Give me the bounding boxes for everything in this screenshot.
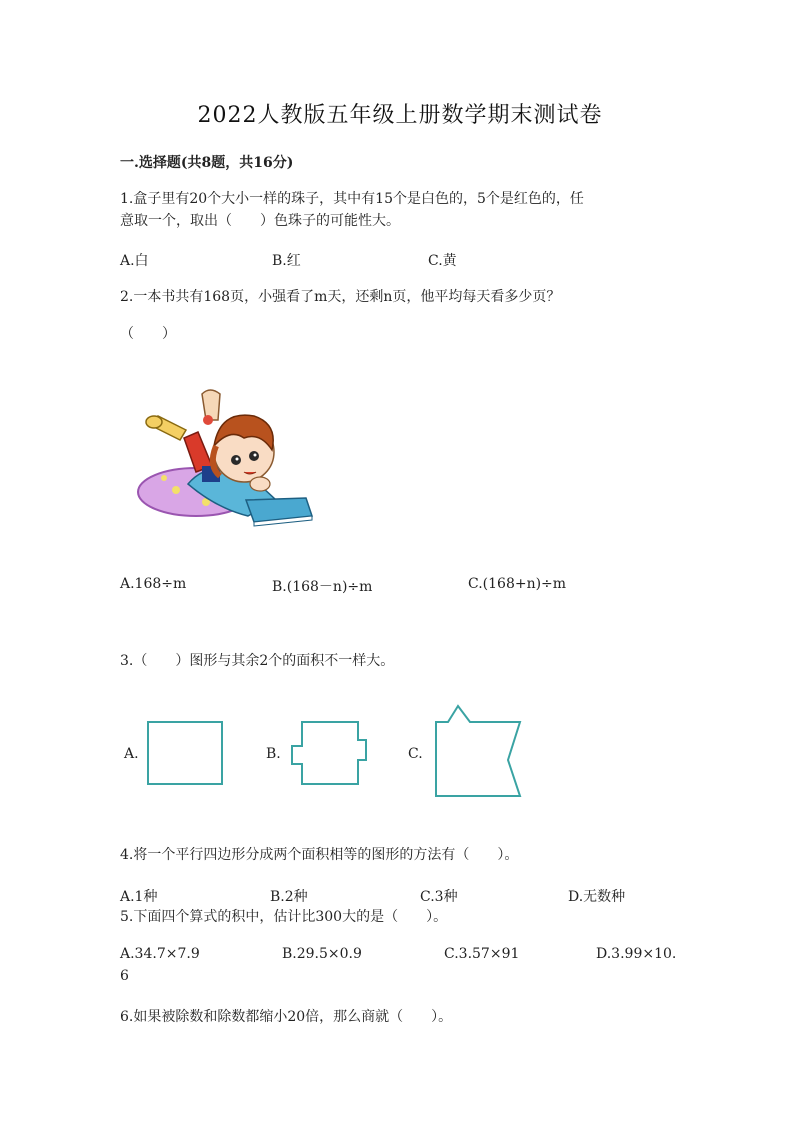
question-6-text: 6.如果被除数和除数都缩小20倍，那么商就（ ）。 [120, 1009, 453, 1025]
question-2-answer-blank: （ ） [120, 326, 176, 342]
question-1-option-c: C.黄 [428, 253, 457, 269]
section-heading: 一.选择题(共8题，共16分) [120, 155, 294, 171]
shape-c-irregular [436, 706, 520, 796]
question-5-option-d-wrap: 6 [120, 968, 129, 984]
area-shapes-figure [140, 700, 540, 810]
question-2-option-c: C.(168+n)÷m [468, 576, 567, 592]
question-5-text: 5.下面四个算式的积中，估计比300大的是（ ）。 [120, 909, 448, 925]
question-4-option-c: C.3种 [420, 889, 458, 905]
question-1-option-b: B.红 [272, 253, 301, 269]
shape-b-notched [292, 722, 366, 784]
child-reading-illustration [136, 380, 316, 540]
question-4-option-d: D.无数种 [568, 889, 626, 905]
shape-a-rectangle [148, 722, 222, 784]
question-5-option-c: C.3.57×91 [444, 946, 520, 962]
question-1-line-1: 1.盒子里有20个大小一样的珠子，其中有15个是白色的，5个是红色的，任 [120, 191, 584, 207]
question-5-option-a: A.34.7×7.9 [120, 946, 200, 962]
question-1-line-2: 意取一个，取出（ ）色珠子的可能性大。 [120, 213, 400, 229]
question-4-text: 4.将一个平行四边形分成两个面积相等的图形的方法有（ ）。 [120, 847, 519, 863]
question-4-option-b: B.2种 [270, 889, 308, 905]
question-2-option-b: B.(168－n)÷m [272, 579, 373, 595]
shape-label-b: B. [266, 746, 281, 762]
question-2-text: 2.一本书共有168页，小强看了m天，还剩n页，他平均每天看多少页？ [120, 289, 561, 305]
question-4-option-a: A.1种 [120, 889, 158, 905]
question-3-text: 3.（ ）图形与其余2个的面积不一样大。 [120, 653, 395, 669]
question-5-option-b: B.29.5×0.9 [282, 946, 362, 962]
shape-label-a: A. [124, 746, 139, 762]
page-title: 2022人教版五年级上册数学期末测试卷 [197, 103, 603, 128]
shape-label-c: C. [408, 746, 423, 762]
question-2-option-a: A.168÷m [120, 576, 187, 592]
question-5-option-d: D.3.99×10. [596, 946, 677, 962]
question-1-option-a: A.白 [120, 253, 149, 269]
